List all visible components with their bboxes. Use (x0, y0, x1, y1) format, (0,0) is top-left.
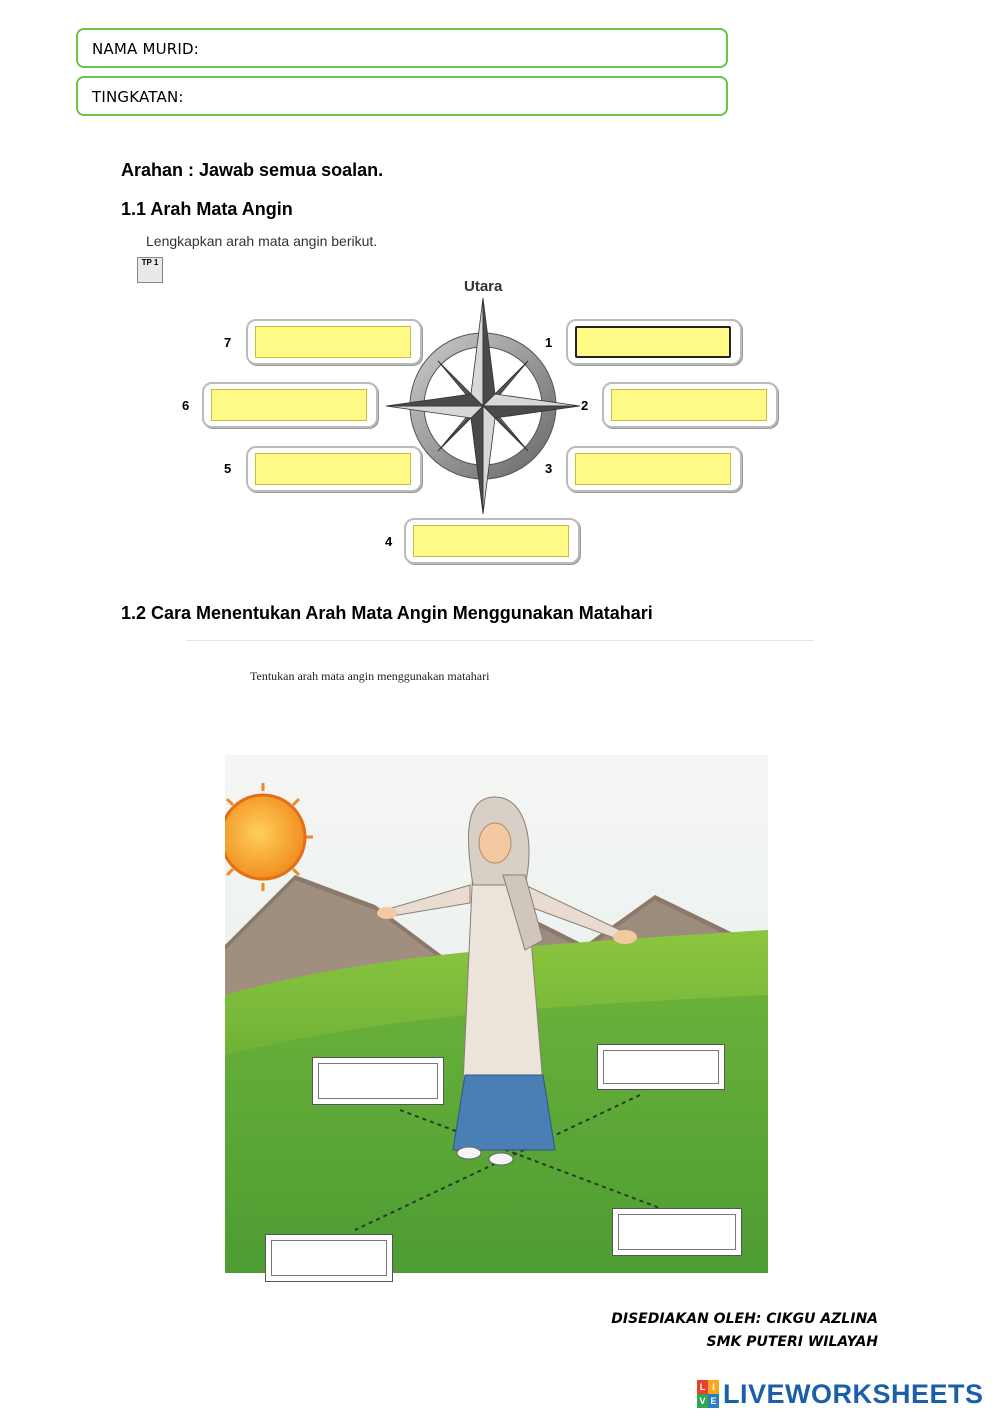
answer-input-4[interactable] (413, 525, 569, 557)
answer-input-1[interactable] (575, 326, 731, 358)
scene-box-top-left[interactable] (312, 1057, 444, 1105)
section2-title: 1.2 Cara Menentukan Arah Mata Angin Menggunakan Matahari (121, 603, 653, 623)
tingkatan-label: TINGKATAN: (92, 88, 184, 106)
answer-number-7: 7 (224, 335, 232, 350)
answer-input-6[interactable] (211, 389, 367, 421)
tp-badge: TP 1 (137, 257, 163, 283)
nama-murid-label: NAMA MURID: (92, 40, 200, 58)
answer-number-6: 6 (182, 398, 190, 413)
section1-subtitle: Lengkapkan arah mata angin berikut. (146, 233, 378, 249)
instructions: Arahan : Jawab semua soalan. (121, 160, 384, 180)
answer-number-3: 3 (545, 461, 553, 476)
logo-mark-i: I (708, 1380, 719, 1394)
divider (186, 640, 814, 641)
liveworksheets-logo[interactable] (697, 1376, 984, 1412)
north-label: Utara (464, 278, 503, 295)
logo-mark-v: V (697, 1394, 708, 1408)
answer-box-3 (566, 446, 742, 492)
nama-murid-field[interactable] (76, 28, 728, 68)
answer-number-5: 5 (224, 461, 232, 476)
answer-box-5 (246, 446, 422, 492)
school-name: SMK PUTERI WILAYAH (706, 1334, 878, 1350)
answer-input-5[interactable] (255, 453, 411, 485)
liveworksheets-logo-mark-icon (697, 1380, 719, 1408)
section2-subtitle: Tentukan arah mata angin menggunakan matahari (250, 669, 490, 683)
answer-input-7[interactable] (255, 326, 411, 358)
answer-box-7 (246, 319, 422, 365)
scene-box-top-right[interactable] (597, 1044, 725, 1090)
section1-title: 1.1 Arah Mata Angin (121, 199, 293, 219)
scene-box-bottom-right[interactable] (612, 1208, 742, 1256)
answer-box-6 (202, 382, 378, 428)
answer-box-4 (404, 518, 580, 564)
answer-box-1 (566, 319, 742, 365)
answer-input-2[interactable] (611, 389, 767, 421)
answer-number-4: 4 (385, 534, 393, 549)
liveworksheets-wordmark: LIVEWORKSHEETS (723, 1378, 984, 1409)
answer-box-2 (602, 382, 778, 428)
landscape-illustration-icon (225, 755, 768, 1273)
logo-mark-e: E (708, 1394, 719, 1408)
scene-box-bottom-left[interactable] (265, 1234, 393, 1282)
answer-number-1: 1 (545, 335, 553, 350)
answer-input-3[interactable] (575, 453, 731, 485)
sun-direction-scene (225, 755, 768, 1273)
tingkatan-field[interactable] (76, 76, 728, 116)
logo-mark-l: L (697, 1380, 708, 1394)
prepared-by: DISEDIAKAN OLEH: CIKGU AZLINA (611, 1311, 878, 1327)
answer-number-2: 2 (581, 398, 589, 413)
